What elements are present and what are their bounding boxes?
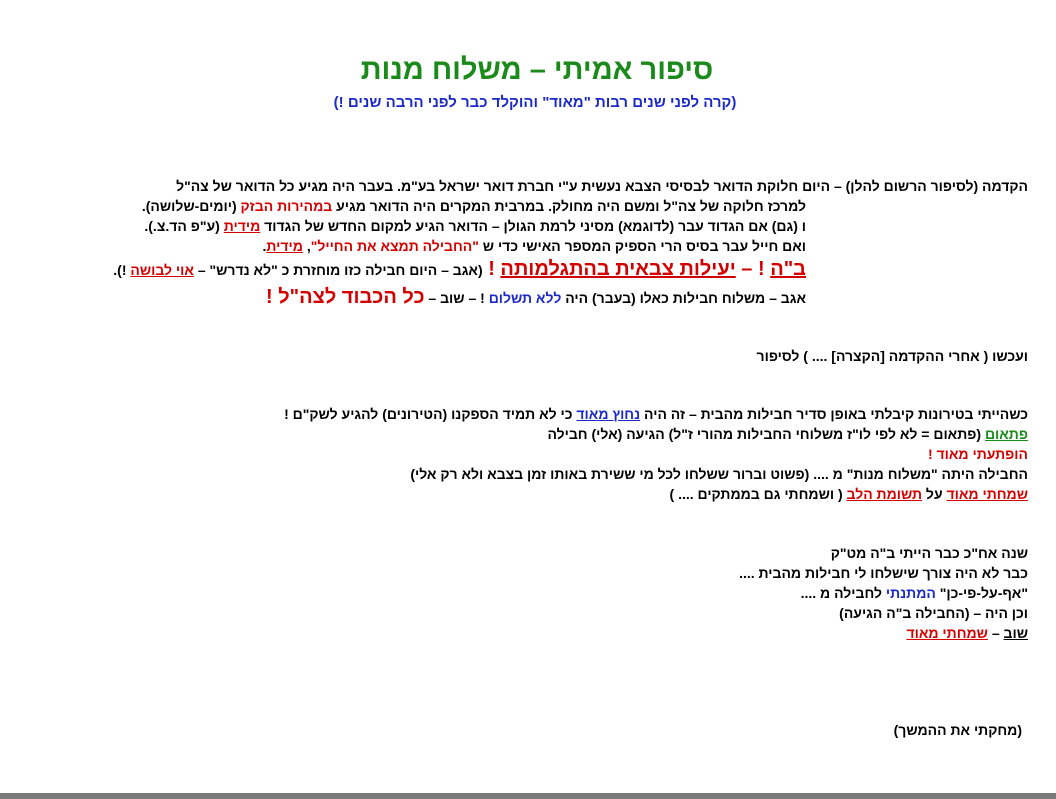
story2-line-5 [906, 625, 1028, 641]
story1-highlight-suddenly: פתאום [984, 426, 1028, 442]
now-to-story-line [757, 348, 1028, 364]
story2-highlight-waited: המתנתי [885, 585, 936, 601]
intro-text-2a: למרכז חלוקה של צה"ל ומשם היה מחולק. במרבית המקרים היה הדואר מגיע [332, 198, 806, 214]
intro-line-3 [144, 218, 806, 234]
intro-highlight-military-efficiency: יעילות צבאית בהתגלמותה [500, 258, 736, 280]
intro-text-2c: (יומים-שלושה). [141, 198, 241, 214]
intro-text-1: הקדמה (לסיפור הרשום להלן) – היום חלוקת הדואר לבסיסי הצבא נעשית ע"י חברת דואר ישראל בע"מ. בעבר היה מגיע כל הדואר של צה"ל [176, 178, 1028, 194]
intro-text-5b: ! – [735, 258, 771, 280]
story2-text-4: וכן היה – (החבילה ב"ה הגיעה) [839, 605, 1028, 621]
window-bottom-scrollbar[interactable] [0, 793, 1056, 799]
intro-highlight-immediately-2: מידית [266, 238, 303, 254]
story2-line-1 [831, 545, 1028, 561]
document-title: סיפור אמיתי – משלוח מנות [360, 54, 714, 86]
footer-note [894, 722, 1022, 738]
document-subtitle: (קרה לפני שנים רבות "מאוד" והוקלד כבר לפני הרבה שנים !) [333, 94, 737, 111]
story1-text-1c: כי לא תמיד הספקנו (הטירונים) להגיע לשק"ם ! [284, 406, 577, 422]
story2-text-1: שנה אח"כ כבר הייתי ב"ה מט"ק [830, 545, 1028, 561]
intro-highlight-package-finds-soldier: "החבילה תמצא את החייל" [310, 238, 479, 254]
intro-line-6 [266, 286, 806, 309]
story2-text-again: שוב [1003, 625, 1028, 641]
intro-highlight-bh: ב"ה [770, 258, 806, 280]
intro-text-4e: . [262, 238, 267, 254]
intro-text-6c: ! – שוב – [424, 290, 489, 306]
story1-text-surprised: הופתעתי מאוד ! [927, 446, 1028, 462]
intro-text-4c: , [302, 238, 311, 254]
story2-line-4 [839, 605, 1028, 621]
now-to-story-text: ועכשו ( אחרי ההקדמה [הקצרה] .... ) לסיפור [756, 348, 1028, 364]
intro-highlight-lightning-speed: במהירות הבזק [240, 198, 333, 214]
story1-line-1 [284, 406, 1028, 422]
intro-text-6a: אגב – משלוח חבילות כאלו (בעבר) היה [561, 290, 806, 306]
story2-text-5b: – [987, 625, 1004, 641]
story2-text-3c: לחבילה מ .... [800, 585, 886, 601]
story1-line-5 [670, 486, 1028, 502]
intro-line-2 [142, 198, 806, 214]
intro-highlight-immediately: מידית [223, 218, 261, 234]
intro-text-3a: ו (גם) אם הגדוד עבר (לדוגמא) מסיני לרמת הגולן – הדואר הגיע למקום החדש של הגדוד [260, 218, 806, 234]
story1-line-4 [410, 466, 1028, 482]
intro-highlight-shame: אוי לבושה [130, 262, 194, 278]
story2-line-3 [801, 585, 1028, 601]
story2-highlight-very-happy: שמחתי מאוד [906, 625, 988, 641]
intro-text-5d: ! [482, 258, 501, 280]
intro-text-3c: (ע"פ הד.צ.). [144, 218, 224, 234]
story1-highlight-very-needed: נחוץ מאוד [576, 406, 641, 422]
intro-line-4 [263, 238, 806, 254]
story1-line-3 [928, 446, 1028, 462]
story1-highlight-very-happy: שמחתי מאוד [946, 486, 1028, 502]
footer-text: (מחקתי את ההמשך) [893, 722, 1022, 738]
intro-highlight-kudos: כל הכבוד לצה"ל ! [265, 286, 425, 308]
intro-text-4a: ואם חייל עבר בסיס הרי הספיק המספר האישי כדי ש [478, 238, 806, 254]
story1-text-5d: ( ושמחתי גם בממתקים .... ) [669, 486, 847, 502]
story1-highlight-attention: תשומת הלב [846, 486, 923, 502]
story1-text-1a: כשהייתי בטירונות קיבלתי באופן סדיר חבילות מהבית – זה היה [640, 406, 1028, 422]
story1-text-4: החבילה היתה "משלוח מנות" מ .... (פשוט וברור ששלחו לכל מי ששירת באותו זמן בצבא ולא רק אלי) [410, 466, 1028, 482]
intro-highlight-free: ללא תשלום [488, 290, 562, 306]
intro-text-5e: (אגב – היום חבילה כזו מוחזרת כ "לא נדרש" – [193, 262, 483, 278]
story1-text-5b: על [922, 486, 947, 502]
intro-line-5 [113, 258, 806, 281]
story2-text-2: כבר לא היה צורך שישלחו לי חבילות מהבית .... [739, 565, 1028, 581]
intro-text-5g: !). [113, 262, 131, 278]
story2-line-2 [739, 565, 1028, 581]
story1-line-2 [547, 426, 1028, 442]
story2-text-3a: "אף-על-פי-כן" [935, 585, 1028, 601]
intro-line-1 [176, 178, 1028, 194]
story1-text-2b: (פתאום = לא לפי לו"ז משלוחי החבילות מהורי ז"ל) הגיעה (אלי) חבילה [547, 426, 985, 442]
